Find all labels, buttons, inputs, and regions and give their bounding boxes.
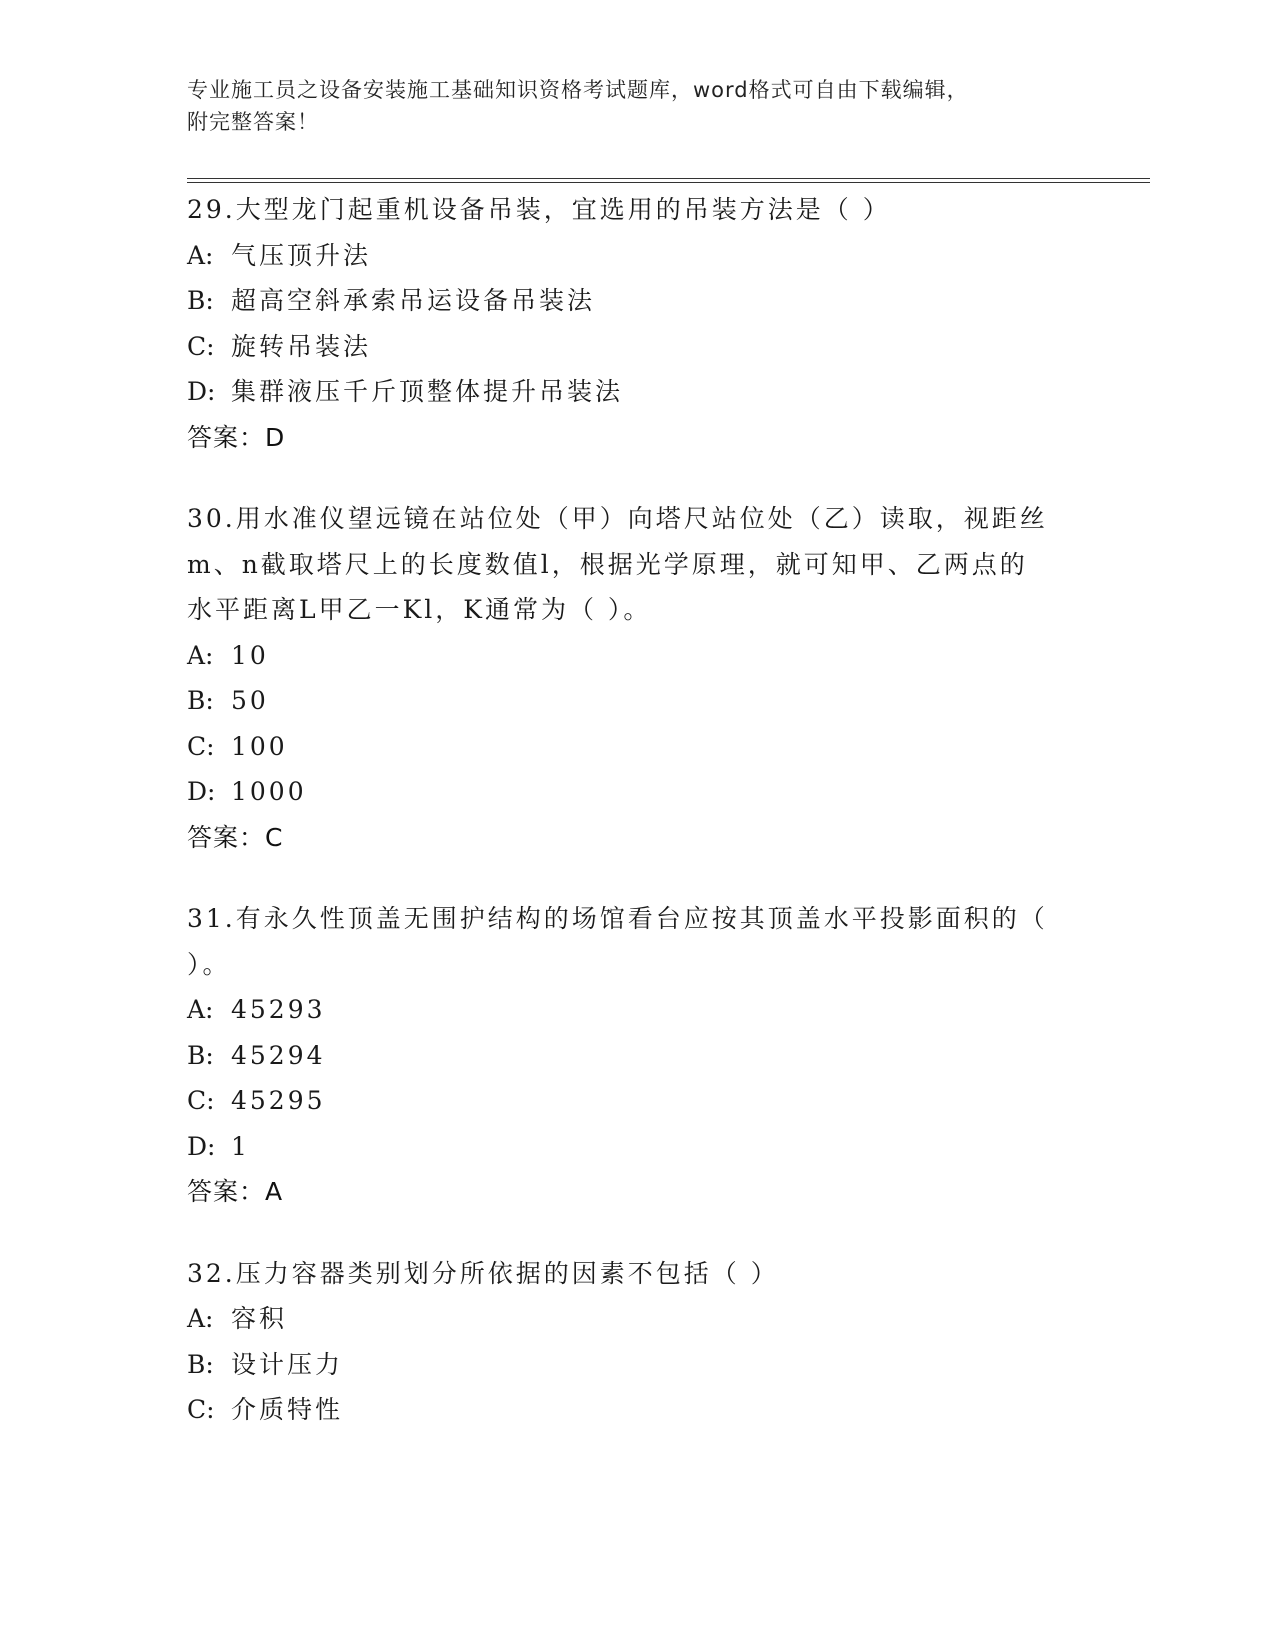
option-text: 100: [231, 731, 288, 761]
option-label: B:: [187, 686, 214, 715]
header-line-1: 专业施工员之设备安装施工基础知识资格考试题库，word格式可自由下载编辑，: [187, 78, 969, 102]
option-label: D:: [187, 1131, 216, 1161]
option-d: [187, 1124, 1087, 1170]
option-text: 设计压力: [231, 1349, 344, 1379]
option-c: [187, 324, 1087, 370]
option-label: B:: [187, 286, 214, 315]
option-label: A:: [187, 995, 214, 1024]
option-text: 容积: [231, 1304, 288, 1333]
option-a: [187, 1296, 1087, 1342]
option-text: 气压顶升法: [231, 240, 372, 270]
option-b: [187, 278, 1087, 324]
option-c: [187, 1387, 1087, 1433]
option-text: 1: [231, 1131, 250, 1161]
option-label: C:: [187, 1086, 215, 1115]
option-b: [187, 1033, 1087, 1079]
stem-line: 30.用水准仪望远镜在站位处（甲）向塔尺站位处（乙）读取，视距丝: [187, 504, 1048, 533]
option-label: A:: [187, 640, 214, 670]
answer-line: 答案：C: [187, 822, 284, 852]
stem-line: 31.有永久性顶盖无围护结构的场馆看台应按其顶盖水平投影面积的（: [187, 904, 1048, 933]
stem-line: 29.大型龙门起重机设备吊装，宜选用的吊装方法是（ ）: [187, 195, 891, 224]
option-a: [187, 233, 1087, 279]
question-stem: [187, 896, 1087, 987]
option-label: A:: [187, 240, 214, 270]
option-text: 介质特性: [231, 1395, 344, 1424]
option-label: B:: [187, 1040, 214, 1070]
option-label: C:: [187, 731, 215, 761]
option-label: C:: [187, 1395, 215, 1424]
option-label: D:: [187, 377, 216, 406]
stem-line: 32.压力容器类别划分所依据的因素不包括（ ）: [187, 1258, 779, 1288]
stem-line: ）。: [187, 949, 231, 979]
question-list: [187, 187, 1087, 1469]
header-divider-top: [187, 178, 1150, 179]
option-text: 45293: [231, 995, 326, 1024]
question-stem: [187, 1251, 1087, 1297]
question-stem: [187, 496, 1087, 633]
answer-line: 答案：D: [187, 422, 286, 452]
stem-line: 水平距离L甲乙一Kl，K通常为（ ）。: [187, 595, 652, 624]
document-header: [187, 74, 1087, 138]
option-b: [187, 1342, 1087, 1388]
option-d: [187, 369, 1087, 415]
header-divider-bottom: [187, 182, 1150, 183]
option-text: 1000: [231, 777, 307, 806]
option-a: [187, 633, 1087, 679]
option-label: B:: [187, 1349, 214, 1379]
option-text: 45295: [231, 1086, 326, 1115]
question-stem: [187, 187, 1087, 233]
answer-line: 答案：A: [187, 1177, 284, 1206]
option-label: D:: [187, 777, 216, 806]
option-text: 50: [231, 686, 269, 715]
option-text: 超高空斜承索吊运设备吊装法: [231, 286, 596, 315]
option-text: 集群液压千斤顶整体提升吊装法: [231, 377, 624, 406]
question-32: [187, 1251, 1087, 1433]
option-text: 10: [231, 640, 269, 670]
header-line-2: 附完整答案！: [187, 110, 319, 134]
question-31: [187, 896, 1087, 1215]
question-29: [187, 187, 1087, 460]
option-text: 旋转吊装法: [231, 331, 372, 361]
option-c: [187, 724, 1087, 770]
option-text: 45294: [231, 1040, 326, 1070]
option-a: [187, 987, 1087, 1033]
option-d: [187, 769, 1087, 815]
question-30: [187, 496, 1087, 860]
option-b: [187, 678, 1087, 724]
stem-line: m、n截取塔尺上的长度数值l，根据光学原理，就可知甲、乙两点的: [187, 549, 1028, 579]
option-label: A:: [187, 1304, 214, 1333]
option-c: [187, 1078, 1087, 1124]
option-label: C:: [187, 331, 215, 361]
